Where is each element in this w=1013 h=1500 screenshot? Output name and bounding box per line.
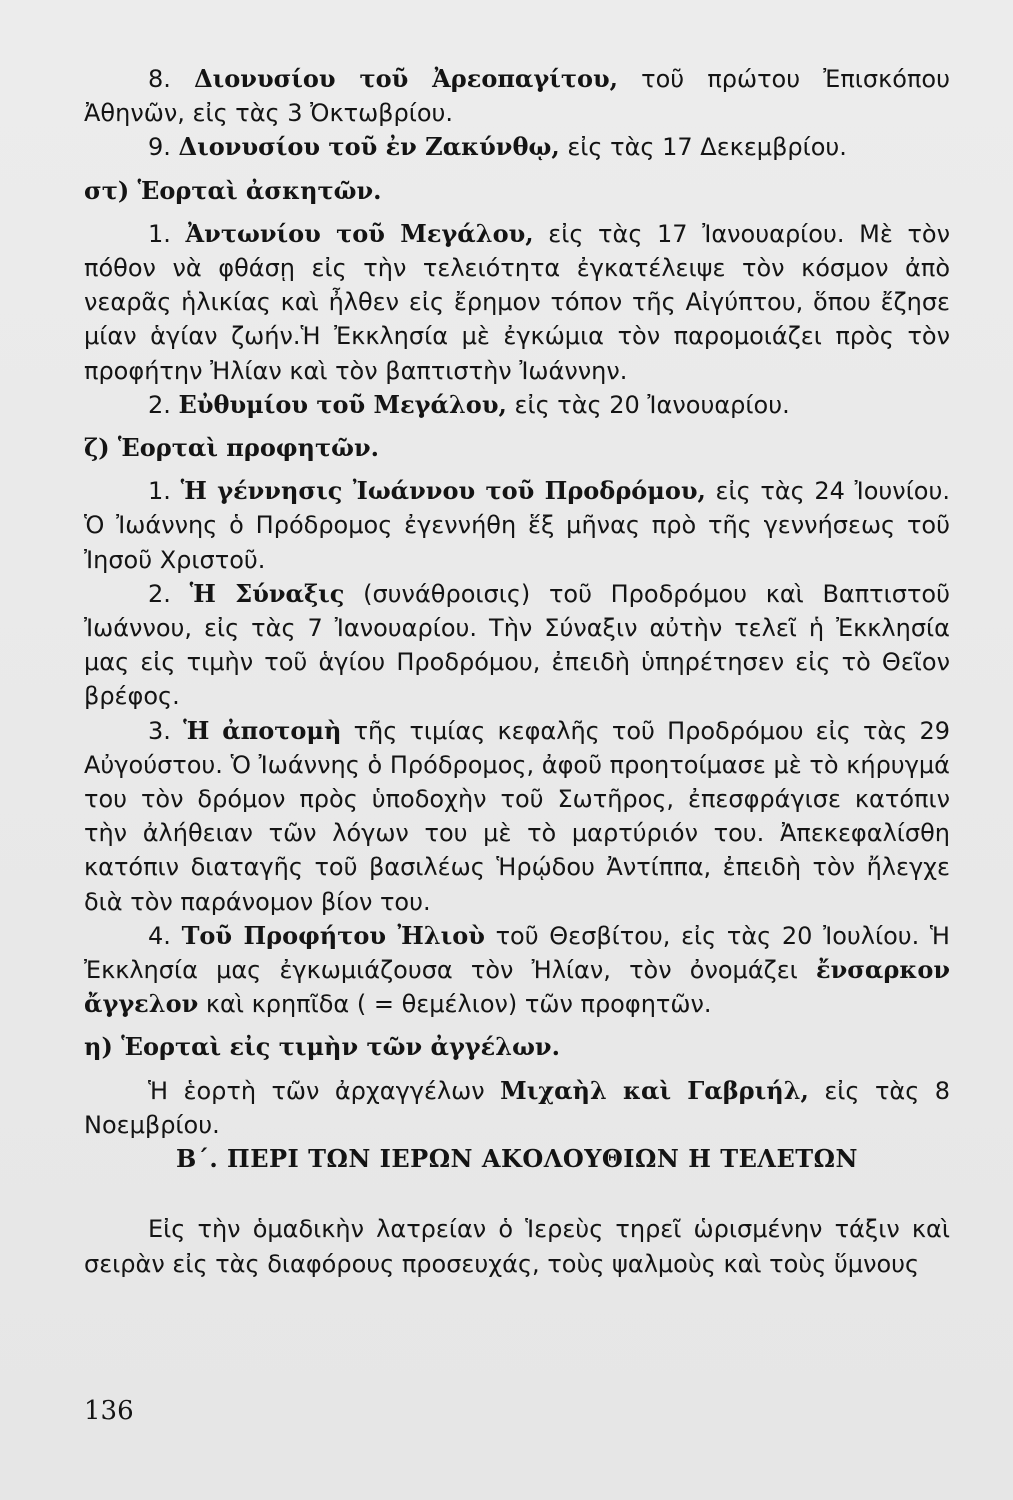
saint-name: Διονυσίου τοῦ ἐν Ζακύνθῳ, (178, 132, 560, 162)
item-nativity-john: 1. Ἡ γέννησις Ἰωάννου τοῦ Προδρόμου, εἰς τὰς 24 Ἰουνίου. Ὁ Ἰωάννης ὁ Πρόδρομος ἐγεννήθη ἕξ μῆνας πρὸ τῆς γεννήσεως τοῦ Ἰησοῦ Χριστοῦ. (84, 476, 951, 574)
archangel-names: Μιχαὴλ καὶ Γαβριήλ, (500, 1075, 809, 1105)
item-beheading: 3. Ἡ ἀποτομὴ τῆς τιμίας κεφαλῆς τοῦ Προδρόμου εἰς τὰς 29 Αὐγούστου. Ὁ Ἰωάννης ὁ Πρόδρομος, ἀφοῦ προητοίμασε μὲ τὸ κήρυγμά του τὸν δρόμον πρὸς ὑποδοχὴν τοῦ Σωτῆρος, ἐπεσφράγισε κατόπιν τὴν ἀλήθειαν τῶν λόγων του μὲ τὸ μαρτύριόν του. Ἀπεκεφαλίσθη κατόπιν διαταγῆς τοῦ βασιλέως Ἡρῴδου Ἀντίππα, ἐπειδὴ τὸν ἤλεγχε διὰ τὸν παράνομον βίον του. (84, 715, 950, 916)
feast-name: Ἡ ἀποτομὴ (183, 715, 342, 745)
item-elijah: 4. Τοῦ Προφήτου Ἠλιοὺ τοῦ Θεσβίτου, εἰς τὰς 20 Ἰουλίου. Ἡ Ἐκκλησία μας ἐγκωμιάζουσα τὸν Ἠλίαν, τὸν ὀνομάζει ἔνσαρκον ἄγγελον καὶ κρηπῖδα ( = θεμέλιον) τῶν προφητῶν. (84, 920, 950, 1019)
saint-name: Ἀντωνίου τοῦ Μεγάλου, (185, 218, 534, 248)
item-euthymius: 2. Εὐθυμίου τοῦ Μεγάλου, εἰς τὰς 20 Ἰανουαρίου. (148, 389, 790, 419)
feast-name: Ἡ γέννησις Ἰωάννου τοῦ Προδρόμου, (180, 476, 706, 506)
saint-name: Διονυσίου τοῦ Ἀρεοπαγίτου, (194, 64, 618, 93)
item-synaxis: 2. Ἡ Σύναξις (συνάθροισις) τοῦ Προδρόμου καὶ Βαπτιστοῦ Ἰωάννου, εἰς τὰς 7 Ἰανουαρίου. Τὴν Σύναξιν αὐτὴν τελεῖ ἡ Ἐκκλησία μας εἰς τιμὴν τοῦ ἁγίου Προδρόμου, ἐπειδὴ ὑπηρέτησεν εἰς τὸ Θεῖον βρέφος. (84, 578, 950, 711)
section-paragraph: Εἰς τὴν ὁμαδικὴν λατρείαν ὁ Ἱερεὺς τηρεῖ ὡρισμένην τάξιν καὶ σειρὰν εἰς τὰς διαφόρους προσευχάς, τοὺς ψαλμοὺς καὶ τοὺς ὕμνους (84, 1215, 950, 1278)
section-title: Β΄. ΠΕΡΙ ΤΩΝ ΙΕΡΩΝ ΑΚΟΛΟΥΘΙΩΝ Η ΤΕΛΕΤΩΝ (176, 1144, 858, 1174)
item-archangels: Ἡ ἑορτὴ τῶν ἀρχαγγέλων Μιχαὴλ καὶ Γαβριήλ, εἰς τὰς 8 Νοεμβρίου. (84, 1075, 950, 1139)
feast-name: Ἡ Σύναξις (189, 578, 345, 608)
page-text (84, 62, 950, 1281)
item-dionysius-areopagite: 8. Διονυσίου τοῦ Ἀρεοπαγίτου, τοῦ πρώτου Ἐπισκόπου Ἀθηνῶν, εἰς τὰς 3 Ὀκτωβρίου. (84, 64, 950, 128)
item-dionysius-zakynthos: 9. Διονυσίου τοῦ ἐν Ζακύνθῳ, εἰς τὰς 17 Δεκεμβρίου. (148, 132, 847, 162)
heading-prophets: ζ) Ἑορταὶ προφητῶν. (84, 433, 379, 463)
page-number: 136 (84, 1396, 134, 1426)
feast-name: Τοῦ Προφήτου Ἠλιοὺ (181, 920, 485, 950)
item-antonius: 1. Ἀντωνίου τοῦ Μεγάλου, εἰς τὰς 17 Ἰανουαρίου. Μὲ τὸν πόθον νὰ φθάσῃ εἰς τὴν τελειότητα ἐγκατέλειψε τὸν κόσμον ἀπὸ νεαρᾶς ἡλικίας καὶ ἦλθεν εἰς ἔρημον τόπον τῆς Αἰγύπτου, ὅπου ἔζησε μίαν ἁγίαν ζωήν.Ἡ Ἐκκλησία μὲ ἐγκώμια τὸν παρομοιάζει πρὸς τὸν προφήτην Ἠλίαν καὶ τὸν βαπτιστὴν Ἰωάννην. (84, 218, 950, 385)
heading-ascetics: στ) Ἑορταὶ ἀσκητῶν. (84, 175, 382, 205)
heading-angels: η) Ἑορταὶ εἰς τιμὴν τῶν ἀγγέλων. (84, 1032, 560, 1062)
saint-name: Εὐθυμίου τοῦ Μεγάλου, (178, 389, 507, 419)
emphasis: ἔνσαρκον ἄγγελον (84, 955, 950, 1019)
